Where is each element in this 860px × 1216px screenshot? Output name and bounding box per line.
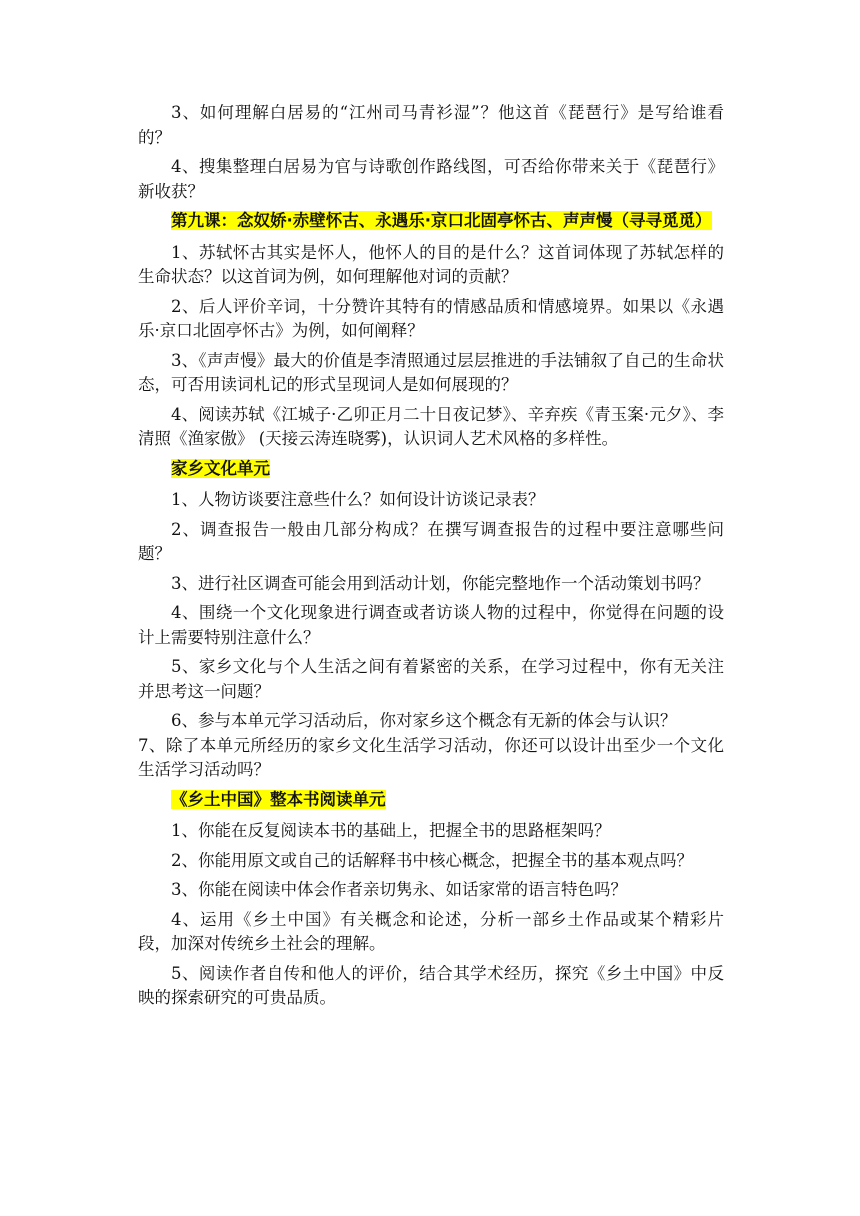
paragraph-item: 2、你能用原文或自己的话解释书中核心概念，把握全书的基本观点吗？ [171, 850, 693, 870]
paragraph-item: 4、阅读苏轼《江城子·乙卯正月二十日夜记梦》、辛弃疾《青玉案·元夕》、李清照《渔家傲》 (天接云涛连晓雾)，认识词人艺术风格的多样性。 [138, 404, 724, 448]
paragraph-item: 6、参与本单元学习活动后，你对家乡这个概念有无新的体会与认识？ [171, 711, 677, 730]
paragraph-item: 2、后人评价辛词，十分赞许其特有的情感品质和情感境界。如果以《永遇乐·京口北固亭怀古》为例，如何阐释？ [138, 296, 724, 340]
paragraph-item: 4、运用《乡土中国》有关概念和论述，分析一部乡土作品或某个精彩片段，加深对传统乡土社会的理解。 [138, 909, 724, 953]
heading-highlight: 第九课：念奴娇·赤壁怀古、永遇乐·京口北固亭怀古、声声慢（寻寻觅觅） [171, 211, 712, 230]
paragraph-item: 5、阅读作者自传和他人的评价，结合其学术经历，探究《乡土中国》中反映的探索研究的可贵品质。 [138, 963, 724, 1007]
heading-highlight: 家乡文化单元 [171, 458, 270, 478]
paragraph-item: 3、进行社区调查可能会用到活动计划，你能完整地作一个活动策划书吗？ [171, 573, 710, 593]
section-heading-xiangtu-zhongguo [138, 788, 724, 813]
paragraph-item: 5、家乡文化与个人生活之间有着紧密的关系，在学习过程中，你有无关注并思考这一问题？ [138, 657, 724, 701]
heading-highlight: 《乡土中国》整本书阅读单元 [171, 789, 386, 809]
section-heading-lesson-nine [138, 209, 724, 234]
paragraph-item: 3、你能在阅读中体会作者亲切隽永、如话家常的语言特色吗？ [171, 880, 627, 899]
paragraph-item: 7、除了本单元所经历的家乡文化生活学习活动，你还可以设计出至少一个文化生活学习活动吗？ [138, 735, 724, 779]
section-heading-hometown-culture [138, 457, 724, 482]
paragraph-item: 1、你能在反复阅读本书的基础上，把握全书的思路框架吗？ [171, 821, 611, 840]
paragraph-item: 4、搜集整理白居易为官与诗歌创作路线图，可否给你带来关于《琵琶行》新收获？ [138, 157, 724, 201]
paragraph-item: 2、调查报告一般由几部分构成？在撰写调查报告的过程中要注意哪些问题？ [138, 519, 724, 563]
document-body [138, 101, 724, 1016]
paragraph-item: 1、人物访谈要注意些什么？如何设计访谈记录表？ [171, 490, 545, 509]
paragraph-item: 3、《声声慢》最大的价值是李清照通过层层推进的手法铺叙了自己的生命状态，可否用读词札记的形式呈现词人是如何展现的？ [138, 350, 724, 394]
paragraph-item: 3、如何理解白居易的“江州司马青衫湿”？他这首《琵琶行》是写给谁看的？ [138, 103, 724, 147]
paragraph-item: 4、围绕一个文化现象进行调查或者访谈人物的过程中，你觉得在问题的设计上需要特别注意什么？ [138, 603, 724, 647]
paragraph-item: 1、苏轼怀古其实是怀人，他怀人的目的是什么？这首词体现了苏轼怎样的生命状态？以这首词为例，如何理解他对词的贡献？ [138, 242, 724, 286]
